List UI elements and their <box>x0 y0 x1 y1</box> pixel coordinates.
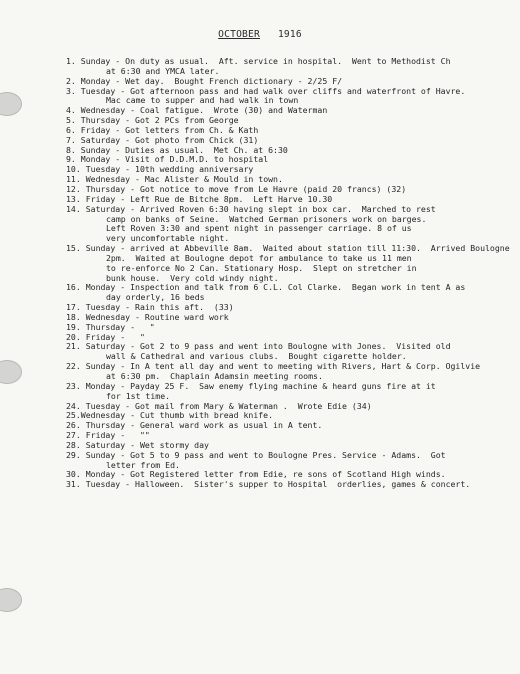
entry-date: 16. Monday <box>66 282 116 293</box>
punch-hole-middle <box>0 360 22 384</box>
diary-entry <box>66 382 520 402</box>
punch-hole-bottom <box>0 588 22 612</box>
entry-date: 25.Wednesday <box>66 410 126 421</box>
entry-date: 20. Friday <box>66 331 116 342</box>
entry-date: 22. Sunday <box>66 361 116 372</box>
entry-text: Got mail from Mary & Waterman . Wrote Edie (34) <box>135 400 372 411</box>
entry-line: 24. Tuesday - Got mail from Mary & Waterman . Wrote Edie (34) <box>66 400 372 411</box>
entry-text: In A tent all day and went to meeting with Rivers, Hart & Corp. Ogilvie <box>130 361 481 372</box>
entry-line: 19. Thursday - " <box>66 321 155 332</box>
entry-line: 9. Monday - Visit of D.D.M.D. to hospital <box>66 154 269 165</box>
entry-date: 28. Saturday <box>66 439 126 450</box>
diary-entry <box>66 87 520 107</box>
diary-entries <box>66 57 520 490</box>
entry-text: Halloween. Sister's supper to Hospital orderlies, games & concert. <box>135 479 471 490</box>
entry-line: 6. Friday - Got letters from Ch. & Kath <box>66 124 259 135</box>
entry-date: 19. Thursday <box>66 321 126 332</box>
entry-date: 27. Friday <box>66 430 116 441</box>
entry-continuation: Mac came to supper and had walk in town <box>106 95 299 106</box>
entry-date: 24. Tuesday <box>66 400 121 411</box>
entry-date: 21. Saturday <box>66 341 126 352</box>
entry-continuation: Left Roven 3:30 and spent night in passenger carriage. 8 of us <box>106 223 412 234</box>
title-year: 1916 <box>277 29 302 40</box>
entry-line: 3. Tuesday - Got afternoon pass and had walk over cliffs and waterfront of Havre. <box>66 85 466 96</box>
entry-continuation: very uncomfortable night. <box>106 233 230 244</box>
diary-entry <box>66 362 520 382</box>
entry-date: 23. Monday <box>66 380 116 391</box>
entry-continuation: to re-enforce No 2 Can. Stationary Hosp. Slept on stretcher in <box>106 262 417 273</box>
entry-date: 6. Friday <box>66 124 111 135</box>
entry-text: "" <box>130 430 150 441</box>
entry-line: 11. Wednesday - Mac Alister & Mould in town. <box>66 174 283 185</box>
entry-text: Visit of D.D.M.D. to hospital <box>125 154 269 165</box>
entry-date: 7. Saturday <box>66 134 121 145</box>
entry-line: 12. Thursday - Got notice to move from Le Havre (paid 20 francs) (32) <box>66 183 407 194</box>
entry-text: General ward work as usual in A tent. <box>139 420 323 431</box>
entry-date: 4. Wednesday <box>66 105 126 116</box>
entry-text: Got photo from Chick (31) <box>135 134 259 145</box>
entry-text: Cut thumb with bread knife. <box>139 410 274 421</box>
entry-text: Got afternoon pass and had walk over cliffs and waterfront of Havre. <box>130 85 466 96</box>
entry-line: 8. Sunday - Duties as usual. Met Ch. at 6:30 <box>66 144 288 155</box>
entry-continuation: bunk house. Very cold windy night. <box>106 272 279 283</box>
entry-line: 27. Friday - "" <box>66 430 150 441</box>
entry-date: 17. Tuesday <box>66 302 121 313</box>
entry-text: 10th wedding anniversary <box>135 164 254 175</box>
entry-date: 1. Sunday <box>66 56 111 66</box>
entry-line: 10. Tuesday - 10th wedding anniversary <box>66 164 254 175</box>
entry-line: 18. Wednesday - Routine ward work <box>66 311 229 322</box>
entry-date: 9. Monday <box>66 154 111 165</box>
entry-line: 31. Tuesday - Halloween. Sister's supper to Hospital orderlies, games & concert. <box>66 479 471 490</box>
entry-line: 16. Monday - Inspection and talk from 6 C.L. Col Clarke. Began work in tent A as <box>66 282 466 293</box>
entry-text: Got 2 to 9 pass and went into Boulogne with Jones. Visited old <box>139 341 451 352</box>
entry-text: Wet day. Bought French dictionary - 2/25 F/ <box>125 75 343 86</box>
entry-text: Left Rue de Bitche 8pm. Left Harve 10.30 <box>130 193 333 204</box>
entry-text: On duty as usual. Aft. service in hospital. Went to Methodist Ch <box>125 56 451 66</box>
entry-text: Arrived Roven 6:30 having slept in box car. Marched to rest <box>139 203 436 214</box>
entry-continuation: for 1st time. <box>106 390 171 401</box>
entry-text: " <box>130 331 145 342</box>
entry-date: 10. Tuesday <box>66 164 121 175</box>
entry-continuation: camp on banks of Seine. Watched German prisoners work on barges. <box>106 213 427 224</box>
diary-entry <box>66 244 520 283</box>
entry-date: 8. Sunday <box>66 144 111 155</box>
entry-text: Inspection and talk from 6 C.L. Col Clarke. Began work in tent A as <box>130 282 466 293</box>
diary-entry <box>66 57 520 77</box>
entry-text: Wet stormy day <box>139 439 209 450</box>
entry-date: 31. Tuesday <box>66 479 121 490</box>
entry-continuation: at 6:30 and YMCA later. <box>106 65 220 76</box>
entry-date: 3. Tuesday <box>66 85 116 96</box>
entry-line: 4. Wednesday - Coal fatigue. Wrote (30) and Waterman <box>66 105 328 116</box>
entry-date: 30. Monday <box>66 469 116 480</box>
entry-line: 29. Sunday - Got 5 to 9 pass and went to Boulogne Pres. Service - Adams. Got <box>66 449 446 460</box>
entry-text: Duties as usual. Met Ch. at 6:30 <box>125 144 288 155</box>
entry-text: Payday 25 F. Saw enemy flying machine & heard guns fire at it <box>130 380 436 391</box>
entry-line: 26. Thursday - General ward work as usual in A tent. <box>66 420 323 431</box>
entry-date: 14. Saturday <box>66 203 126 214</box>
entry-date: 15. Sunday <box>66 243 116 254</box>
entry-text: Coal fatigue. Wrote (30) and Waterman <box>139 105 328 116</box>
entry-text: Mac Alister & Mould in town. <box>144 174 283 185</box>
entry-date: 2. Monday <box>66 75 111 86</box>
entry-date: 5. Thursday <box>66 115 121 126</box>
diary-entry <box>66 283 520 303</box>
entry-text: Got Registered letter from Edie, re sons of Scotland High winds. <box>130 469 446 480</box>
title-month: OCTOBER <box>218 29 260 40</box>
page-title <box>0 29 520 40</box>
entry-continuation: wall & Cathedral and various clubs. Bought cigarette holder. <box>106 351 407 362</box>
entry-date: 18. Wednesday <box>66 311 131 322</box>
entry-line: 21. Saturday - Got 2 to 9 pass and went into Boulogne with Jones. Visited old <box>66 341 451 352</box>
entry-date: 29. Sunday <box>66 449 116 460</box>
entry-date: 12. Thursday <box>66 183 126 194</box>
entry-continuation: at 6:30 pm. Chaplain Adamsin meeting rooms. <box>106 371 323 381</box>
entry-line: 28. Saturday - Wet stormy day <box>66 439 209 450</box>
diary-entry <box>66 480 520 490</box>
entry-text: Got 2 PCs from George <box>135 115 239 126</box>
entry-line: 23. Monday - Payday 25 F. Saw enemy flying machine & heard guns fire at it <box>66 380 436 391</box>
entry-date: 11. Wednesday <box>66 174 131 185</box>
entry-line: 13. Friday - Left Rue de Bitche 8pm. Left Harve 10.30 <box>66 193 333 204</box>
entry-line: 5. Thursday - Got 2 PCs from George <box>66 115 239 126</box>
entry-line: 30. Monday - Got Registered letter from Edie, re sons of Scotland High winds. <box>66 469 446 480</box>
entry-continuation: letter from Ed. <box>106 459 180 470</box>
entry-text: " <box>139 321 155 332</box>
entry-continuation: 2pm. Waited at Boulogne depot for ambulance to take us 11 men <box>106 252 412 263</box>
entry-line: 15. Sunday - arrived at Abbeville 8am. Waited about station till 11:30. Arrived Boulogne <box>66 243 510 254</box>
entry-line: 1. Sunday - On duty as usual. Aft. service in hospital. Went to Methodist Ch <box>66 56 451 66</box>
diary-entry <box>66 342 520 362</box>
entry-line: 25.Wednesday - Cut thumb with bread knife. <box>66 410 274 421</box>
entry-line: 2. Monday - Wet day. Bought French dictionary - 2/25 F/ <box>66 75 343 86</box>
entry-text: Routine ward work <box>144 311 229 322</box>
entry-text: Got notice to move from Le Havre (paid 20 francs) (32) <box>139 183 407 194</box>
entry-line: 14. Saturday - Arrived Roven 6:30 having slept in box car. Marched to rest <box>66 203 436 214</box>
entry-line: 22. Sunday - In A tent all day and went to meeting with Rivers, Hart & Corp. Ogilvie <box>66 361 481 372</box>
entry-line: 20. Friday - " <box>66 331 145 342</box>
punch-hole-top <box>0 92 22 116</box>
entry-text: Got letters from Ch. & Kath <box>125 124 259 135</box>
entry-text: arrived at Abbeville 8am. Waited about station till 11:30. Arrived Boulogne <box>130 243 510 254</box>
entry-date: 13. Friday <box>66 193 116 204</box>
entry-text: Rain this aft. (33) <box>135 302 234 313</box>
entry-date: 26. Thursday <box>66 420 126 431</box>
diary-entry <box>66 205 520 244</box>
entry-line: 17. Tuesday - Rain this aft. (33) <box>66 302 234 313</box>
entry-line: 7. Saturday - Got photo from Chick (31) <box>66 134 259 145</box>
entry-continuation: day orderly, 16 beds <box>106 292 205 303</box>
entry-text: Got 5 to 9 pass and went to Boulogne Pres. Service - Adams. Got <box>130 449 446 460</box>
diary-entry <box>66 451 520 471</box>
